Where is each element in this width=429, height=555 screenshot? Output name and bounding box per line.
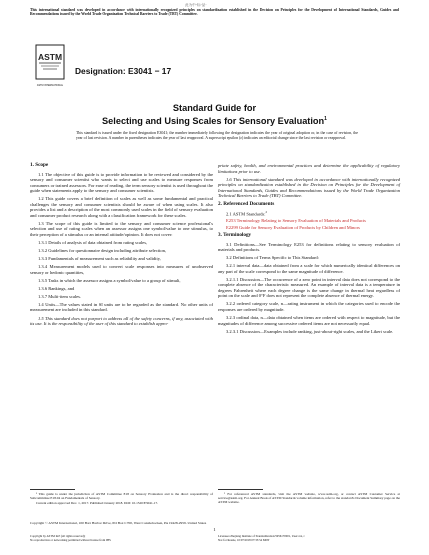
title-line-1: Standard Guide for xyxy=(172,103,257,113)
left-column xyxy=(30,163,213,329)
para-2-1: 2.1 ASTM Standards:$^2$ xyxy=(226,210,268,217)
reference-link-e253[interactable]: E253 xyxy=(226,218,236,224)
para-3-1: 3.1 Definitions—See Terminology E253 for definitions relating to sensory evaluation of materials and products. xyxy=(218,241,400,253)
designation: Designation: E3041 − 17 xyxy=(75,66,172,76)
footnote-1: ¹ This guide is under the jurisdiction of ASTM Committee E18 on Sensory Evaluation and is the direct responsibility of Subcommittee E18.04 on Fundamentals of Sensory. xyxy=(30,492,213,501)
para-1-3-3: 1.3.3 Fundamentals of measurement such as reliability and validity, xyxy=(38,255,161,261)
section-1-title: 1. Scope xyxy=(30,162,49,168)
svg-text:ASTM: ASTM xyxy=(37,52,63,62)
para-3-2-1-1: 3.2.1.1 Discussion—The occurrence of a zero point in interval data does not correspond to the complete absence of the characteristic measured. An example of interval data is a temperature in degrees Fahrenheit where each degree change is the same change in thermal heat regardless of point on the scale and 0°F does not represent the complete absence of thermal energy. xyxy=(218,276,400,299)
section-3-title: 3. Terminology xyxy=(218,232,252,239)
reference-e2299 xyxy=(218,225,400,231)
footer-right-line-2: Not for Resale, 10/07/2018 07:35:54 MDT xyxy=(218,537,270,542)
footnote-2: ² For referenced ASTM standards, visit the ASTM website, www.astm.org, or contact ASTM Customer Service at service@astm.org. For Annual Book of ASTM Standards volume information, refer to the standard's Document Summary page on the ASTM website. xyxy=(218,492,400,505)
page-number: 1 xyxy=(213,527,216,532)
stamp-text: 此为中-标-品- xyxy=(185,3,207,7)
para-3-2: 3.2 Definitions of Terms Specific to This Standard: xyxy=(226,255,319,261)
reference-title-e253[interactable]: Terminology Relating to Sensory Evaluation of Materials and Products xyxy=(235,218,366,224)
title-footnote-mark: 1 xyxy=(324,116,327,122)
para-1-3-1: 1.3.1 Details of analysis of data obtained from rating scales, xyxy=(38,239,148,245)
logo-text: ASTM INTERNATIONAL xyxy=(36,84,64,87)
reference-e253 xyxy=(218,218,400,224)
document-title xyxy=(0,103,429,127)
para-1-5: 1.5 This standard does not purport to address all of the safety concerns, if any, associated with its use. It is the responsibility of the user of this standard to establish appro- xyxy=(30,315,213,327)
para-3-2-3: 3.2.3 ordinal data, n—data obtained when items are ordered with respect to magnitude, but the magnitudes of difference among successive ordered items are not necessarily equal. xyxy=(218,315,400,326)
para-1-3: 1.3 The scope of this guide is limited to the sensory and consumer science professional's selection and use of rating scales when an assessor assigns one symbol/value to one stimulus, to their perception of a stimulus or an internal attitude/opinion. It does not cover: xyxy=(30,220,213,237)
para-1-5-cont: priate safety, health, and environmental practices and determine the applicability of regulatory limitations prior to use. xyxy=(218,163,400,174)
footnote-2-mark: 2 xyxy=(265,210,268,215)
footer-left-line-1: Copyright by ASTM Int'l (all rights reserved); xyxy=(30,534,86,538)
astm-logo-icon xyxy=(35,44,65,80)
footnote-rule-left xyxy=(30,489,75,490)
copyright-line: Copyright © ASTM International, 100 Barr Harbor Drive, PO Box C700, West Conshohocken, PA 19428-2959. United States xyxy=(30,521,207,525)
para-1-2: 1.2 This guide covers a brief definition of scales as well as some fundamental and practical challenges the sensory and consumer scientists should be aware of when using scales. It also provides a list and a description of the most commonly used scales in the field of sensory evaluation and consumer product research along with a classification framework for these scales. xyxy=(30,196,213,218)
footer-license-right xyxy=(218,535,400,542)
footnote-rule-right xyxy=(218,489,263,490)
right-column xyxy=(218,163,400,337)
section-2-title: 2. Referenced Documents xyxy=(218,200,275,207)
reference-title-e2299[interactable]: Guide for Sensory Evaluation of Products by Children and Minors xyxy=(237,224,360,230)
para-1-4: 1.4 Units—The values stated in SI units are to be regarded as the standard. No other units of measurement are included in this standard. xyxy=(30,301,213,313)
footnote-1-edition: Current edition approved Dec. 1, 2017. Published January 2018. DOI: 10.1520/E3041-17. xyxy=(36,501,159,506)
footer-right-line-1: Licensee=Zhejiang Institute of Standardization/5956170001, User=xx, r xyxy=(218,534,305,538)
issuance-statement: This standard is issued under the fixed designation E3041; the number immediately following the designation indicates the year of original adoption or, in the case of revision, the year of last revision. A number in parentheses indicates the year of last reapproval. A superscript epsilon (ε) indicates an editorial change since the last revision or reapproval. xyxy=(76,131,358,140)
astm-logo xyxy=(35,44,65,87)
footer-license-left xyxy=(30,535,210,542)
para-3-2-1: 3.2.1 interval data—data obtained from a scale for which numerically identical differences on any part of the scale correspond to the same magnitude of difference. xyxy=(218,263,400,274)
para-3-2-2: 3.2.2 ordered category scale, n—rating instrument in which the categories used to encode the responses are ordered by magnitude. xyxy=(218,301,400,312)
para-1-6: 1.6 This international standard was developed in accordance with internationally recognized principles on standardization established in the Decision on Principles for the Development of International Standards, Guides and Recommendations issued by the World Trade Organization Technical Barriers to Trade (TBT) Committee. xyxy=(218,176,400,199)
para-1-3-2: 1.3.2 Guidelines for questionnaire design including attribute selection, xyxy=(38,247,167,253)
para-1-3-4: 1.3.4 Measurement models used to convert scale responses into measures of unobserved sensory or hedonic quantities, xyxy=(30,264,213,275)
international-notice: This international standard was developed in accordance with internationally recognized principles on standardization established in the Decision on Principles for the Development of International Standards, Guides and Recommendations issued by the World Trade Organization Technical Barriers to Trade (TBT) Committee. xyxy=(30,8,399,17)
footnotes-right xyxy=(218,492,400,504)
title-line-2: Selecting and Using Scales for Sensory Evaluation$^1$ xyxy=(102,116,327,127)
footnotes-left xyxy=(30,492,213,505)
reference-link-e2299[interactable]: E2299 xyxy=(226,224,238,230)
para-1-3-5: 1.3.5 Tasks in which the assessor assigns a symbol/value to a group of stimuli, xyxy=(38,277,181,283)
para-1-3-6: 1.3.6 Rankings, and xyxy=(38,285,75,291)
footer-left-line-2: No reproduction or networking permitted without license from IHS xyxy=(30,537,111,542)
para-3-2-3-1: 3.2.3.1 Discussion—Examples include ranking, just-about-right scales, and the Likert scale. xyxy=(226,328,394,334)
para-1-3-7: 1.3.7 Multi-item scales. xyxy=(38,293,82,299)
para-1-1: 1.1 The objective of this guide is to provide information to be reviewed and considered by the sensory and consumer scientist who wants to select and use scales to measure responses from consumers or trained assessors. For ease of reading, the term sensory scientist is used throughout the guide when statements apply to the sensory and consumer scientists. xyxy=(30,171,213,193)
